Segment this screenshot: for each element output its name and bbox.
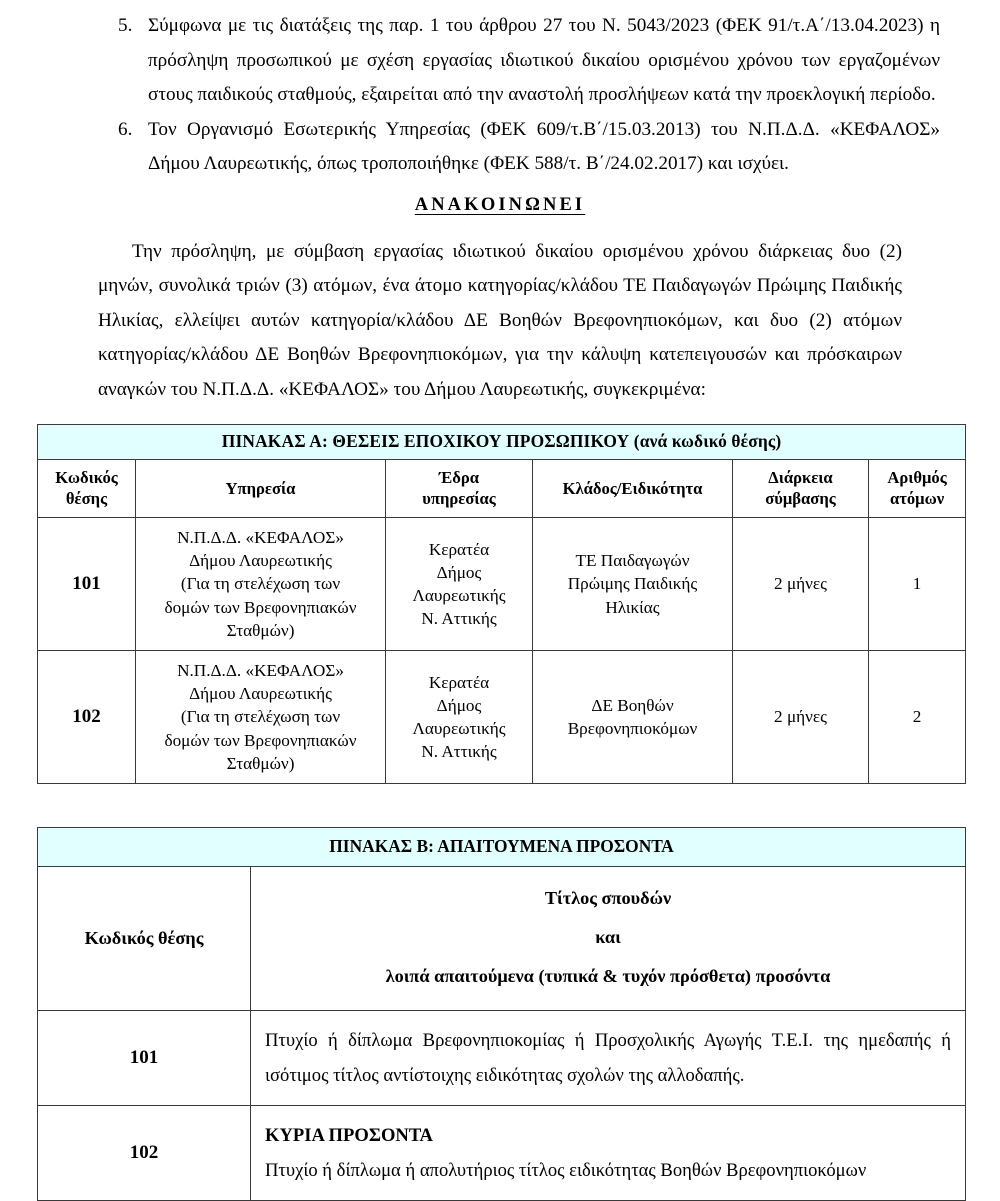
column-header-line: θέσης (65, 489, 108, 508)
cell-line: Δήμος (436, 562, 482, 582)
table-a-title-row (38, 425, 966, 460)
table-row (38, 651, 966, 784)
list-item (118, 9, 940, 113)
table-row (38, 1106, 966, 1201)
table-b-title-row (38, 828, 966, 867)
cell-specialty (533, 651, 733, 784)
column-header-line: και (595, 927, 621, 948)
cell-position-code: 101 (38, 518, 136, 651)
list-item (118, 113, 940, 182)
column-header-code (38, 460, 136, 518)
cell-line: ΤΕ Παιδαγωγών (575, 551, 690, 571)
numbered-list (0, 0, 1000, 182)
list-item-marker: 6. (118, 118, 133, 140)
cell-specialty (533, 518, 733, 651)
table-b-title: ΠΙΝΑΚΑΣ Β: ΑΠΑΙΤΟΥΜΕΝΑ ΠΡΟΣΟΝΤΑ (38, 828, 966, 867)
cell-line: Ν.Π.Δ.Δ. «ΚΕΦΑΛΟΣ» (177, 661, 344, 681)
list-item-text: Σύμφωνα με τις διατάξεις της παρ. 1 του άρθρου 27 του Ν. 5043/2023 (ΦΕΚ 91/τ.Α΄/13.04.2023) η πρόσληψη προσωπικού με σχέση εργασίας ιδιωτικού δικαίου ορισμένου χρόνου των εργαζομένων στους παιδικούς σταθμούς, εξαιρείται από την αναστολή προσλήψεων κατά την προεκλογική περίοδο. (148, 15, 940, 105)
table-a-container (37, 424, 1000, 784)
cell-line: Σταθμών) (226, 753, 295, 773)
cell-line: (Για τη στελέχωση των (180, 574, 341, 594)
column-header-specialty (533, 460, 733, 518)
cell-line: Ν. Αττικής (421, 742, 497, 762)
cell-position-code: 102 (38, 1106, 251, 1201)
qualification-text: Πτυχίο ή δίπλωμα Βρεφονηπιοκομίας ή Προσχολικής Αγωγής Τ.Ε.Ι. της ημεδαπής ή ισότιμος τίτλος αντίστοιχης ειδικότητας σχολών της αλλοδαπής. (265, 1030, 952, 1087)
table-b-header-row (38, 867, 966, 1011)
cell-line: Σταθμών) (226, 620, 295, 640)
cell-line: Λαυρεωτικής (412, 719, 506, 739)
table-a-header-row (38, 460, 966, 518)
column-header-line: Αριθμός (887, 468, 947, 487)
cell-qualifications (251, 1011, 966, 1106)
cell-line: Κερατέα (428, 672, 490, 692)
column-header-seat (386, 460, 533, 518)
cell-line: δομών των Βρεφονηπιακών (164, 597, 357, 617)
column-header-service (136, 460, 386, 518)
cell-position-code: 101 (38, 1011, 251, 1106)
cell-line: Δήμος (436, 695, 482, 715)
table-a (37, 424, 966, 784)
cell-line: Δήμου Λαυρεωτικής (189, 551, 332, 571)
cell-line: Λαυρεωτικής (412, 586, 506, 605)
cell-count: 1 (869, 518, 966, 651)
column-header-line: υπηρεσίας (422, 489, 496, 508)
column-header-line: Κωδικός (55, 468, 118, 487)
table-b (37, 827, 966, 1201)
cell-line: Δήμου Λαυρεωτικής (189, 684, 332, 704)
column-header-line: Διάρκεια (768, 468, 833, 487)
column-header-line: λοιπά απαιτούμενα (τυπικά & τυχόν πρόσθετα) προσόντα (385, 966, 831, 987)
cell-duration: 2 μήνες (733, 518, 869, 651)
cell-line: Κερατέα (428, 539, 490, 559)
cell-line: δομών των Βρεφονηπιακών (164, 730, 357, 750)
cell-seat (386, 651, 533, 784)
column-header-qualifications (251, 867, 966, 1011)
cell-position-code: 102 (38, 651, 136, 784)
column-header-duration (733, 460, 869, 518)
table-row (38, 518, 966, 651)
announce-heading: ΑΝΑΚΟΙΝΩΝΕΙ (414, 194, 586, 215)
cell-seat (386, 518, 533, 651)
cell-count: 2 (869, 651, 966, 784)
table-b-container (37, 827, 1000, 1201)
column-header-line: σύμβασης (765, 489, 836, 508)
cell-line: (Για τη στελέχωση των (180, 707, 341, 727)
cell-line: ΔΕ Βοηθών (591, 695, 674, 715)
table-row (38, 1011, 966, 1106)
cell-line: Ν.Π.Δ.Δ. «ΚΕΦΑΛΟΣ» (177, 528, 344, 547)
lead-paragraph: Την πρόσληψη, με σύμβαση εργασίας ιδιωτικού δικαίου ορισμένου χρόνου διάρκειας δυο (2) μηνών, συνολικά τριών (3) ατόμων, ένα άτομο κατηγορίας/κλάδου ΤΕ Παιδαγωγών Πρώιμης Παιδικής Ηλικίας, ελλείψει αυτών κατηγορία/κλάδου ΔΕ Βοηθών Βρεφονηπιοκόμων, και δυο (2) ατόμων κατηγορίας/κλάδου ΔΕ Βοηθών Βρεφονηπιοκόμων, για την κάλυψη κατεπειγουσών και πρόσκαιρων αναγκών του Ν.Π.Δ.Δ. «ΚΕΦΑΛΟΣ» του Δήμου Λαυρεωτικής, συγκεκριμένα: (98, 240, 902, 400)
list-item-marker: 5. (118, 15, 133, 36)
list-item-text: Τον Οργανισμό Εσωτερικής Υπηρεσίας (ΦΕΚ 609/τ.Β΄/15.03.2013) του Ν.Π.Δ.Δ. «ΚΕΦΑΛΟΣ» Δήμου Λαυρεωτικής, όπως τροποποιήθηκε (ΦΕΚ 588/τ. Β΄/24.02.2017) και ισχύει. (148, 118, 940, 174)
cell-line: Ηλικίας (605, 597, 660, 617)
column-header-line: ατόμων (889, 489, 945, 508)
cell-qualifications (251, 1106, 966, 1201)
column-header-line: Υπηρεσία (225, 478, 296, 498)
cell-line: Ν. Αττικής (421, 609, 497, 629)
cell-service (136, 518, 386, 651)
cell-duration: 2 μήνες (733, 651, 869, 784)
column-header-count (869, 460, 966, 518)
column-header-line: Τίτλος σπουδών (544, 888, 672, 909)
column-header-line: Κλάδος/Ειδικότητα (562, 478, 703, 498)
cell-service (136, 651, 386, 784)
cell-line: Πρώιμης Παιδικής (567, 574, 698, 594)
table-a-title: ΠΙΝΑΚΑΣ Α: ΘΕΣΕΙΣ ΕΠΟΧΙΚΟΥ ΠΡΟΣΩΠΙΚΟΥ (ανά κωδικό θέσης) (38, 425, 966, 460)
qualification-subheading: ΚΥΡΙΑ ΠΡΟΣΟΝΤΑ (265, 1125, 433, 1147)
column-header-code: Κωδικός θέσης (38, 867, 251, 1011)
qualification-text: Πτυχίο ή δίπλωμα ή απολυτήριος τίτλος ειδικότητας Βοηθών Βρεφονηπιοκόμων (265, 1160, 867, 1182)
cell-line: Βρεφονηπιοκόμων (567, 719, 698, 739)
column-header-line: Έδρα (438, 468, 479, 487)
